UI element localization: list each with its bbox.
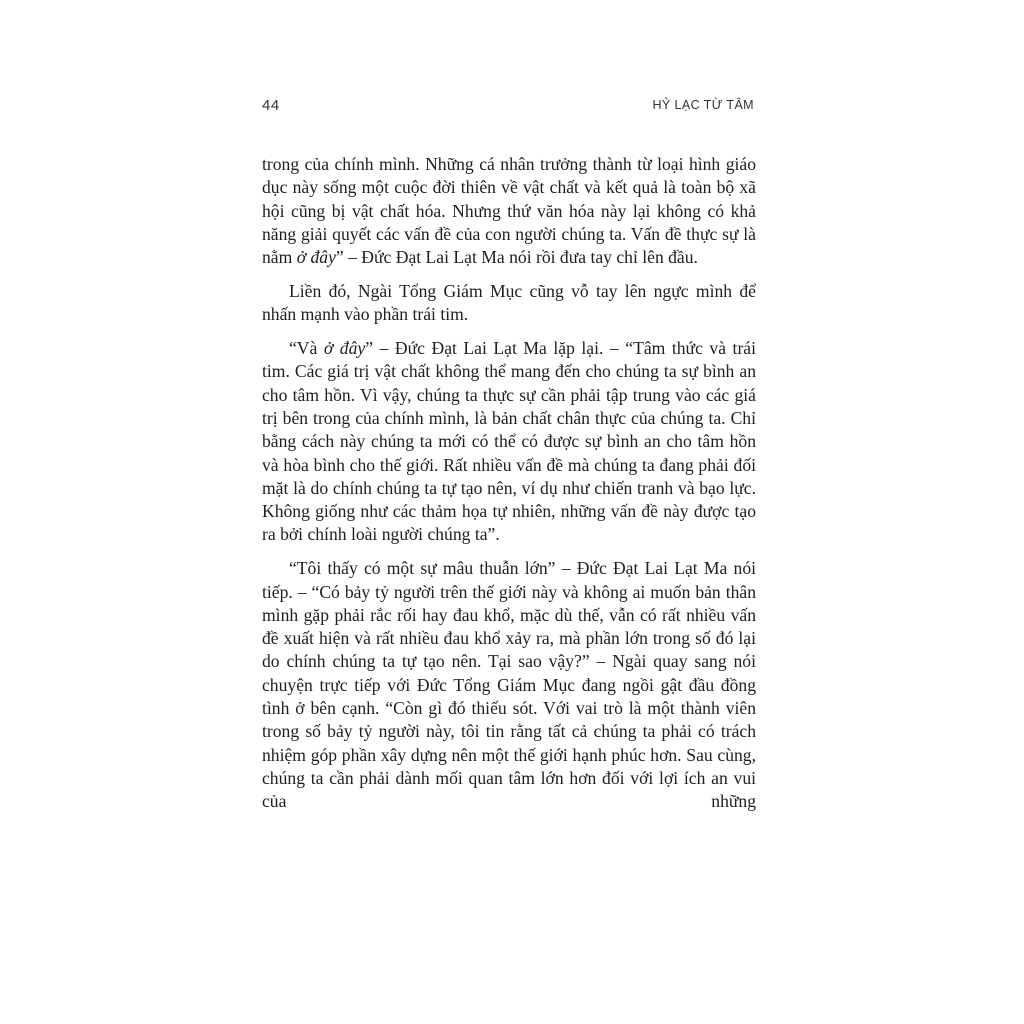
- running-title: HỶ LẠC TỪ TÂM: [652, 98, 754, 112]
- paragraph-3-emphasis: ở đây: [323, 338, 366, 359]
- page-header: [262, 97, 754, 121]
- paragraph-1-text-a: trong của chính mình. Những cá nhân trưởng thành từ loại hình giáo dục này sống một cuộc đời thiên về vật chất và kết quả là toàn bộ xã hội cũng bị vật chất hóa. Nhưng thứ văn hóa này lại không có khả năng giải quyết các vấn đề của con người chúng ta. Vấn đề thực sự là nằm: [262, 154, 756, 268]
- page-number: 44: [262, 97, 280, 114]
- paragraph-3-text-b: ” – Đức Đạt Lai Lạt Ma lặp lại. – “Tâm thức và trái tim. Các giá trị vật chất không thể mang đến cho chúng ta sự bình an cho tâm hồn. Vì vậy, chúng ta thực sự cần phải tập trung vào các giá trị bên trong của chính mình, là bản chất chân thực của chúng ta. Chỉ bằng cách này chúng ta mới có thể có được sự bình an cho tâm hồn và hòa bình cho thế giới. Rất nhiều vấn đề mà chúng ta đang phải đối mặt là do chính chúng ta tự tạo nên, ví dụ như chiến tranh và bạo lực. Không giống như các thảm họa tự nhiên, những vấn đề này được tạo ra bởi chính loài người chúng ta”.: [262, 338, 757, 545]
- paragraph-1-emphasis: ở đây: [296, 247, 336, 268]
- paragraph-3: [262, 337, 756, 547]
- paragraph-1: [262, 153, 756, 269]
- paragraph-3-text-a: “Và: [289, 338, 324, 359]
- paragraph-4: “Tôi thấy có một sự mâu thuẫn lớn” – Đức Đạt Lai Lạt Ma nói tiếp. – “Có bảy tỷ người trên thế giới này và không ai muốn bản thân mình gặp phải rắc rối hay đau khổ, mặc dù thế, vẫn có rất nhiều vấn đề xuất hiện và rất nhiều đau khổ xảy ra, mà phần lớn trong số đó lại do chính chúng ta tự tạo nên. Tại sao vậy?” – Ngài quay sang nói chuyện trực tiếp với Đức Tổng Giám Mục đang ngồi gật đầu đồng tình ở bên cạnh. “Còn gì đó thiếu sót. Với vai trò là một thành viên trong số bảy tỷ người này, tôi tin rằng tất cả chúng ta phải có trách nhiệm góp phần xây dựng nên một thế giới hạnh phúc hơn. Sau cùng, chúng ta cần phải dành mối quan tâm lớn hơn đối với lợi ích an vui của những: [262, 558, 756, 812]
- paragraph-1-text-b: ” – Đức Đạt Lai Lạt Ma nói rồi đưa tay chỉ lên đầu.: [335, 247, 698, 268]
- body-text: [262, 153, 756, 824]
- paragraph-2: Liền đó, Ngài Tổng Giám Mục cũng vỗ tay lên ngực mình để nhấn mạnh vào phần trái tim.: [262, 280, 756, 325]
